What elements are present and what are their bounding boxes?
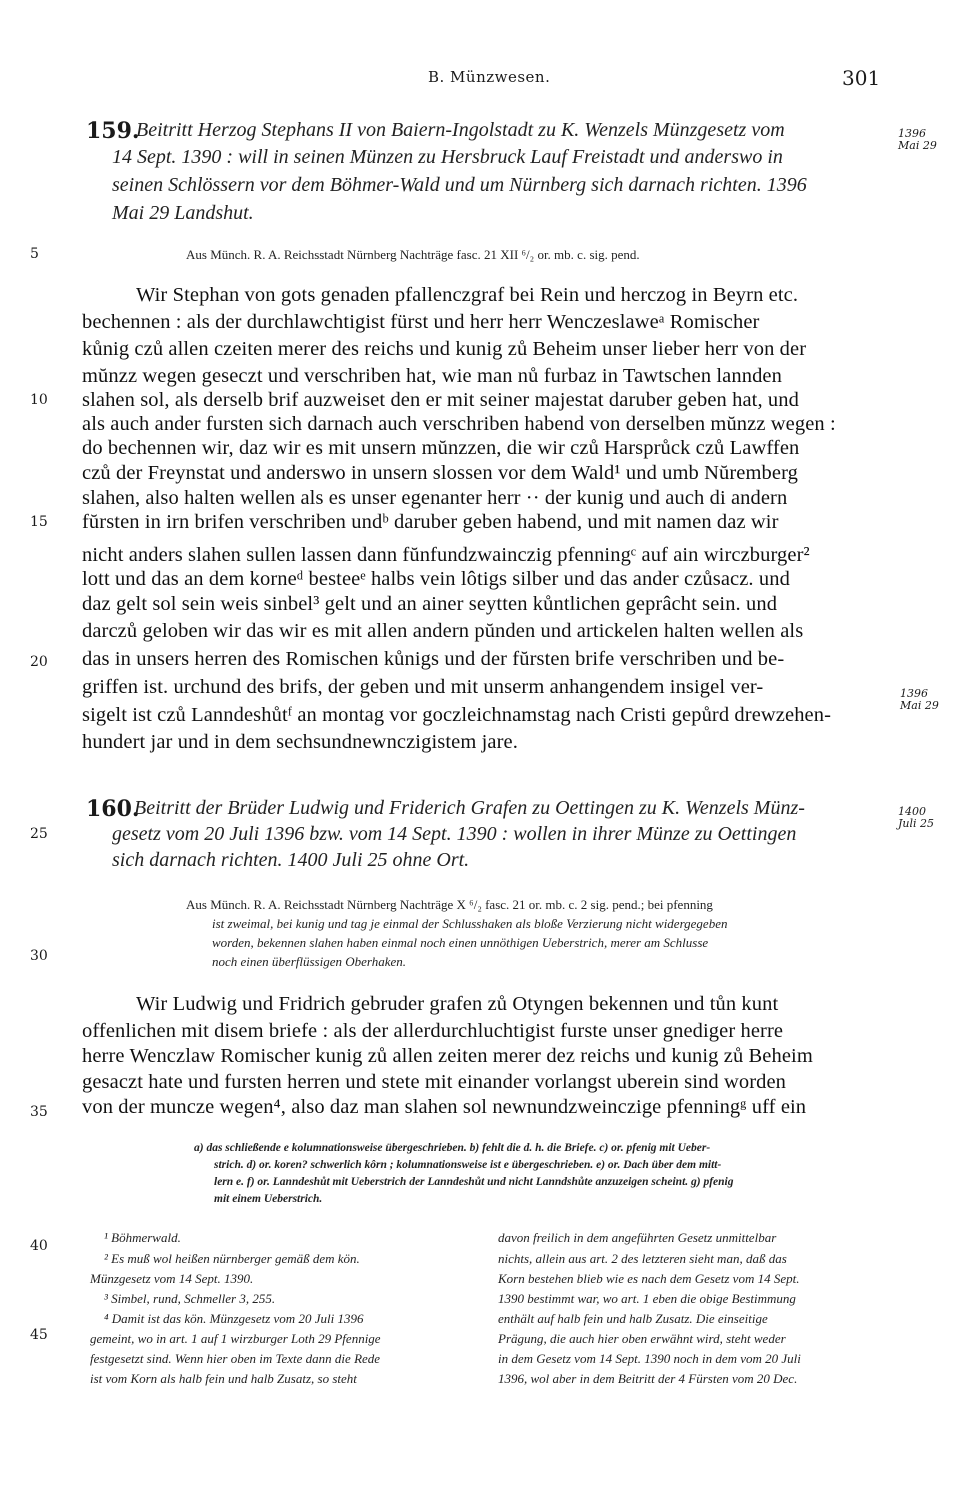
text-line: von der muncze wegen⁴, also daz man slahen sol newnundzweinczige pfenningᵍ uff ein	[82, 1096, 807, 1118]
text-line: lott und das an dem korneᵈ besteeᵉ halbs vein lôtigs silber und das ander czůsacz. und	[82, 568, 790, 590]
margin-date: 1396 Mai 29	[900, 687, 939, 712]
text-line: als auch ander fursten sich darnach auch verschriben habend von derselben mŭnzz wegen :	[82, 413, 836, 435]
text-line: slahen sol, als derselb brif auzweiset den er mit seiner majestat daruber geben hat, und	[82, 389, 799, 411]
apparatus-line: a) das schließende e kolumnationsweise übergeschrieben. b) fehlt die d. h. die Briefe. c) or. pfenig mit Ueber-	[194, 1142, 711, 1154]
entry-160-regest-line: Beitritt der Brüder Ludwig und Friderich Grafen zu Oettingen zu K. Wenzels Münz-	[134, 797, 805, 819]
entry-160-regest-line: sich darnach richten. 1400 Juli 25 ohne Ort.	[112, 849, 470, 871]
text-line: hundert jar und in dem sechsundnewnczigistem jare.	[82, 731, 518, 753]
entry-159-source: Aus Münch. R. A. Reichsstadt Nürnberg Nachträge fasc. 21 XII ⁶/₂ or. mb. c. sig. pend.	[186, 247, 640, 262]
footnote-line: Münzgesetz vom 14 Sept. 1390.	[90, 1271, 254, 1286]
source-line: Aus Münch. R. A. Reichsstadt Nürnberg Nachträge X ⁶/₂ fasc. 21 or. mb. c. 2 sig. pend.; bei pfenning	[186, 897, 713, 912]
text-line: Wir Ludwig und Fridrich gebruder grafen zů Otyngen bekennen und tůn kunt	[136, 993, 779, 1015]
source-line: noch einen überflüssigen Oberhaken.	[212, 954, 406, 969]
line-number: 15	[30, 514, 48, 530]
text-line: fŭrsten in irn brifen verschriben undᵇ daruber geben habend, und mit namen daz wir	[82, 511, 779, 533]
text-line: nicht anders slahen sullen lassen dann fŭnfundzwainczig pfenningᶜ auf ain wirczburger²	[82, 544, 810, 566]
apparatus-line: mit einem Ueberstrich.	[214, 1193, 323, 1205]
footnote-line: ³ Simbel, rund, Schmeller 3, 255.	[104, 1291, 276, 1306]
entry-159-regest-line: seinen Schlössern vor dem Böhmer-Wald und um Nürnberg sich darnach richten. 1396	[112, 174, 807, 196]
line-number: 25	[30, 826, 48, 842]
footnote-line: Prägung, die auch hier oben erwähnt wird, steht weder	[498, 1331, 786, 1346]
footnote-line: in dem Gesetz vom 14 Sept. 1390 noch in dem vom 20 Juli	[498, 1351, 801, 1366]
text-line: daz gelt sol sein weis sinbel³ gelt und an ainer seytten kůntlichen geprâcht sein. und	[82, 593, 778, 615]
text-line: bechennen : als der durchlawchtigist fürst und herr herr Wenczeslaweᵃ Romischer	[82, 311, 760, 333]
line-number: 45	[30, 1327, 48, 1343]
line-number: 40	[30, 1238, 48, 1254]
entry-159-regest-line: Beitritt Herzog Stephans II von Baiern-Ingolstadt zu K. Wenzels Münzgesetz vom	[136, 119, 785, 141]
text-line: gesaczt hate und fursten herren und stete mit einander vorlangst uberein sind worden	[82, 1071, 787, 1093]
line-number: 10	[30, 392, 48, 408]
footnote-line: festgesetzt sind. Wenn hier oben im Texte dann die Rede	[90, 1351, 381, 1366]
running-header-title: B. Münzwesen.	[428, 68, 551, 86]
footnote-line: 1396, wol aber in dem Beitritt der 4 Fürsten vom 20 Dec.	[498, 1371, 798, 1386]
line-number: 5	[30, 246, 39, 262]
footnote-line: nichts, allein aus art. 2 des letzteren sieht man, daß das	[498, 1251, 787, 1266]
text-line: kůnig czů allen czeiten merer des reichs und kunig zů Beheim unser lieber herr von der	[82, 338, 807, 360]
footnote-line: ¹ Böhmerwald.	[104, 1230, 181, 1245]
text-line: mŭnzz wegen geseczt und verschriben hat, wie man nů furbaz in Tawtschen lannden	[82, 365, 782, 387]
text-line: sigelt ist czů Lanndeshůtᶠ an montag vor goczleichnamstag nach Cristi gepůrd drewzehen-	[82, 704, 832, 726]
footnote-line: ist vom Korn als halb fein und halb Zusatz, so steht	[90, 1371, 357, 1386]
entry-159-number: 159.	[86, 118, 140, 144]
text-line: slahen, also halten wellen als es unser egenanter herr ·· der kunig und auch di andern	[82, 487, 788, 509]
page-number: 301	[842, 66, 881, 90]
footnote-line: enthält auf halb fein und halb Zusatz. Die einseitige	[498, 1311, 768, 1326]
text-line: herre Wenczlaw Romischer kunig zů allen zeiten merer dez reichs und kunig zů Beheim	[82, 1045, 813, 1067]
footnote-line: ⁴ Damit ist das kön. Münzgesetz vom 20 Juli 1396	[104, 1311, 364, 1326]
margin-date: 1400 Juli 25	[898, 805, 935, 830]
text-line: das in unsers herren des Romischen kůnigs und der fŭrsten brife verschriben und be-	[82, 648, 785, 670]
text-line: do bechennen wir, daz wir es mit unsern mŭnzzen, die wir czů Harsprůck czů Lawffen	[82, 437, 800, 459]
text-line: czů der Freynstat und anderswo in unsern slossen vor dem Wald¹ und umb Nŭremberg	[82, 462, 798, 484]
apparatus-line: strich. d) or. koren? schwerlich kôrn ; kolumnationsweise ist e übergeschrieben. e) or. Dach über dem mitt-	[214, 1159, 722, 1171]
line-number: 20	[30, 654, 48, 670]
source-line: worden, bekennen slahen haben einmal noch einen unnöthigen Ueberstrich, merer am Schlusse	[212, 935, 709, 950]
apparatus-line: lern e. f) or. Lanndeshůt mit Ueberstrich der Lanndeshůt und nicht Lanndshůte anzuzeigen scheint. g) pfenig	[214, 1176, 734, 1188]
entry-159-regest-line: 14 Sept. 1390 : will in seinen Münzen zu Hersbruck Lauf Freistadt und anderswo in	[112, 146, 783, 168]
source-line: ist zweimal, bei kunig und tag je einmal der Schlusshaken als bloße Verzierung nicht widergegeben	[212, 916, 728, 931]
footnote-line: gemeint, wo in art. 1 auf 1 wirzburger Loth 29 Pfennige	[90, 1331, 381, 1346]
line-number: 30	[30, 948, 48, 964]
footnote-line: 1390 bestimmt war, wo art. 1 eben die obige Bestimmung	[498, 1291, 796, 1306]
entry-160-regest-line: gesetz vom 20 Juli 1396 bzw. vom 14 Sept. 1390 : wollen in ihrer Münze zu Oettingen	[112, 823, 797, 845]
footnote-line: ² Es muß wol heißen nürnberger gemäß dem kön.	[104, 1251, 360, 1266]
text-line: Wir Stephan von gots genaden pfallenczgraf bei Rein und herczog in Beyrn etc.	[136, 284, 799, 306]
line-number: 35	[30, 1104, 48, 1120]
footnote-line: Korn bestehen blieb wie es nach dem Gesetz vom 14 Sept.	[498, 1271, 800, 1286]
entry-160-number: 160.	[86, 796, 140, 822]
text-line: griffen ist. urchund des brifs, der geben und mit unserm anhangendem insigel ver-	[82, 676, 764, 698]
footnote-line: davon freilich in dem angeführten Gesetz unmittelbar	[498, 1230, 777, 1245]
text-line: offenlichen mit disem briefe : als der allerdurchluchtigist furste unser gnediger herre	[82, 1020, 784, 1042]
text-line: darczů geloben wir das wir es mit allen andern pŭnden und artickelen halten wellen als	[82, 620, 804, 642]
margin-date: 1396 Mai 29	[898, 127, 937, 152]
entry-159-regest-line: Mai 29 Landshut.	[112, 202, 254, 224]
